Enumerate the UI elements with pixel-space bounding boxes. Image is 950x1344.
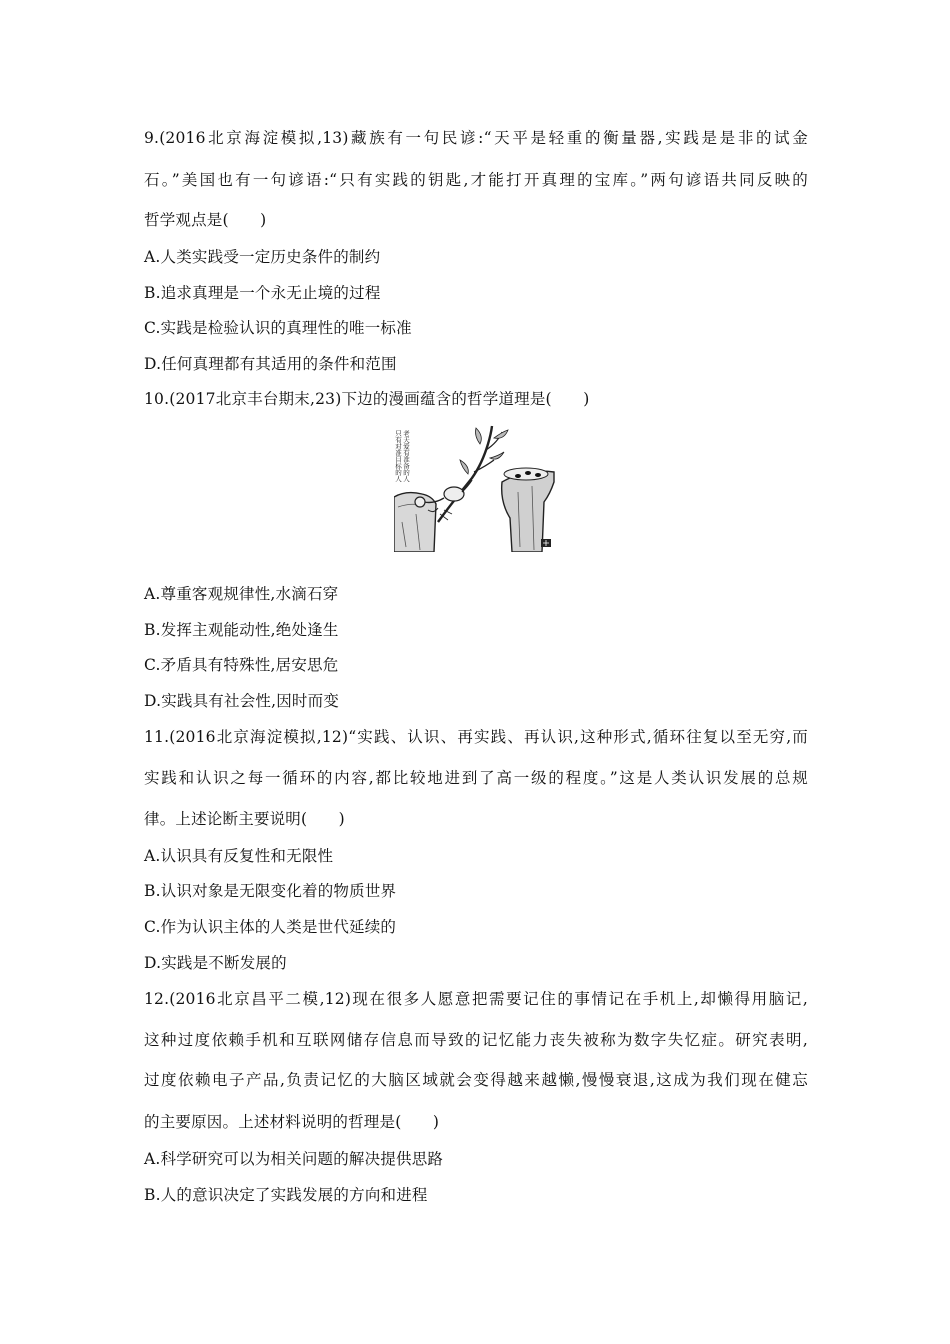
question-9-stem-line-1: 9.(2016北京海淀模拟,13)藏族有一句民谚:“天平是轻重的衡量器,实践是是非的试金 bbox=[144, 129, 808, 147]
question-9-stem-line-3: 哲学观点是( ) bbox=[144, 211, 267, 229]
question-11-stem-line-2: 实践和认识之每一循环的内容,都比较地进到了高一级的程度。”这是人类认识发展的总规 bbox=[144, 769, 808, 787]
cartoon-image bbox=[394, 422, 556, 552]
question-11-option-c: C.作为认识主体的人类是世代延续的 bbox=[144, 918, 397, 936]
question-10-stem-line-1: 10.(2017北京丰台期末,23)下边的漫画蕴含的哲学道理是( ) bbox=[144, 390, 590, 408]
question-11-option-d: D.实践是不断发展的 bbox=[144, 954, 287, 972]
question-9-option-d: D.任何真理都有其适用的条件和范围 bbox=[144, 355, 397, 373]
question-12-stem-line-3: 过度依赖电子产品,负责记忆的大脑区域就会变得越来越懒,慢慢衰退,这成为我们现在健忘 bbox=[144, 1071, 808, 1089]
cartoon-cliff-branch-illustration bbox=[394, 422, 556, 552]
question-12-option-b: B.人的意识决定了实践发展的方向和进程 bbox=[144, 1186, 428, 1204]
question-12-stem-line-4: 的主要原因。上述材料说明的哲理是( ) bbox=[144, 1113, 440, 1131]
question-10-option-c: C.矛盾具有特殊性,居安思危 bbox=[144, 656, 339, 674]
question-10-option-a: A.尊重客观规律性,水滴石穿 bbox=[144, 585, 339, 603]
question-9-option-b: B.追求真理是一个永无止境的过程 bbox=[144, 284, 381, 302]
cartoon-caption-1: 老天爱有准备的人 bbox=[402, 430, 410, 482]
question-10-option-b: B.发挥主观能动性,绝处逢生 bbox=[144, 621, 339, 639]
question-10-option-d: D.实践具有社会性,因时而变 bbox=[144, 692, 340, 710]
question-11-stem-line-1: 11.(2016北京海淀模拟,12)“实践、认识、再实践、再认识,这种形式,循环往复以至无穷,而 bbox=[144, 728, 808, 746]
question-9-stem-line-2: 石。”美国也有一句谚语:“只有实践的钥匙,才能打开真理的宝库。”两句谚语共同反映的 bbox=[144, 171, 808, 189]
cartoon-caption-2: 只有对准目标的人 bbox=[394, 430, 402, 482]
question-11-option-a: A.认识具有反复性和无限性 bbox=[144, 847, 334, 865]
question-11-option-b: B.认识对象是无限变化着的物质世界 bbox=[144, 882, 397, 900]
question-12-stem-line-1: 12.(2016北京昌平二模,12)现在很多人愿意把需要记住的事情记在手机上,却懒得用脑记, bbox=[144, 990, 808, 1008]
question-12-option-a: A.科学研究可以为相关问题的解决提供思路 bbox=[144, 1150, 444, 1168]
question-12-stem-line-2: 这种过度依赖手机和互联网储存信息而导致的记忆能力丧失被称为数字失忆症。研究表明, bbox=[144, 1031, 808, 1049]
question-11-stem-line-3: 律。上述论断主要说明( ) bbox=[144, 810, 345, 828]
question-9-option-c: C.实践是检验认识的真理性的唯一标准 bbox=[144, 319, 412, 337]
question-9-option-a: A.人类实践受一定历史条件的制约 bbox=[144, 248, 381, 266]
